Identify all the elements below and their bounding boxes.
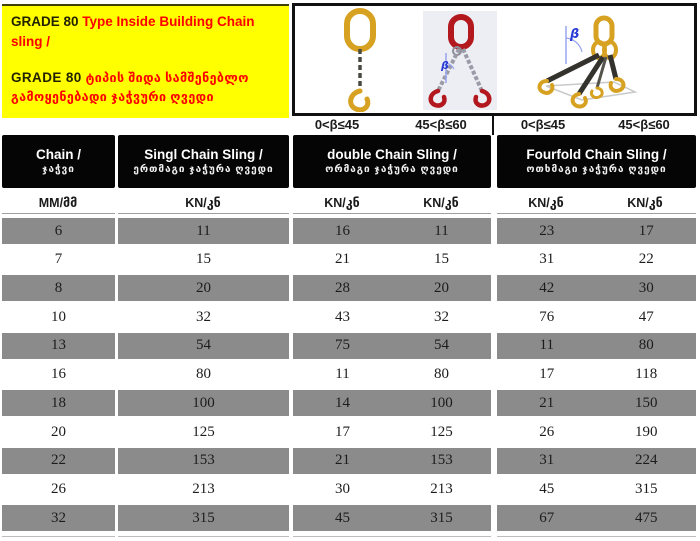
cell-value: 315 xyxy=(192,509,215,526)
cell-value: 22 xyxy=(638,251,654,268)
cell-value: 30 xyxy=(335,481,350,498)
row-bar xyxy=(293,362,491,388)
cell-value: 13 xyxy=(51,337,66,354)
row-bar xyxy=(497,419,696,445)
bottom-rule xyxy=(497,536,696,537)
cell-value: 26 xyxy=(51,481,66,498)
cell-value: 80 xyxy=(434,366,449,383)
svg-text:β: β xyxy=(441,59,449,72)
cell-value: 47 xyxy=(638,308,654,325)
title-ka-grade: GRADE 80 xyxy=(11,70,82,85)
cell-value: 153 xyxy=(192,452,215,469)
cell-value: 67 xyxy=(539,509,555,526)
cell-value: 213 xyxy=(430,481,453,498)
header-fourfold-sling xyxy=(497,135,696,188)
bottom-rule xyxy=(293,536,491,537)
title-en-grade: GRADE 80 xyxy=(11,14,79,29)
cell-value: 28 xyxy=(335,279,350,296)
row-bar xyxy=(293,477,491,503)
cell-value: 7 xyxy=(54,251,63,268)
header-single-sling xyxy=(118,135,289,188)
cell-value: 100 xyxy=(430,394,453,411)
row-bar xyxy=(293,247,491,273)
cell-value: 315 xyxy=(635,481,658,498)
cell-value: 14 xyxy=(335,394,350,411)
row-bar xyxy=(118,218,289,244)
cell-value: 42 xyxy=(539,279,555,296)
cell-value: 17 xyxy=(638,222,654,239)
cell-value: 150 xyxy=(635,394,658,411)
beta-label-3: 0<β≤45 xyxy=(520,117,566,132)
row-bar xyxy=(2,304,115,330)
cell-value: 21 xyxy=(335,251,350,268)
cell-value: 118 xyxy=(635,366,658,383)
row-bar xyxy=(2,218,115,244)
table-row xyxy=(0,447,700,476)
cell-value: 153 xyxy=(430,452,453,469)
cell-value: 31 xyxy=(539,452,555,469)
cell-value: 23 xyxy=(539,222,555,239)
row-bar xyxy=(2,362,115,388)
header-double-sling-ka: ორმაგი ჯაჭურა ღვედი xyxy=(325,164,459,175)
cell-value: 18 xyxy=(51,394,66,411)
row-bar xyxy=(118,477,289,503)
title-ka-text: ტიპის შიდა სამშენებლო გამოყენებადი ჯაჭვური ღვედი xyxy=(11,71,249,104)
cell-value: 32 xyxy=(434,308,449,325)
header-fourfold-sling-en: Fourfold Chain Sling / xyxy=(526,147,667,162)
header-single-sling-en: Singl Chain Sling / xyxy=(144,147,263,162)
table-row xyxy=(0,332,700,361)
cell-value: 17 xyxy=(335,423,350,440)
row-bar xyxy=(293,333,491,359)
title-en-text: Type Inside Building Chain sling / xyxy=(11,14,255,49)
cell-value: 80 xyxy=(196,366,211,383)
cell-value: 15 xyxy=(434,251,449,268)
title-ka xyxy=(11,68,280,107)
units-rule xyxy=(2,213,115,214)
row-bar xyxy=(293,218,491,244)
cell-value: 76 xyxy=(539,308,555,325)
row-bar xyxy=(497,448,696,474)
row-bar xyxy=(2,419,115,445)
beta-label-2: 45<β≤60 xyxy=(415,117,467,132)
cell-value: 11 xyxy=(434,222,449,239)
cell-value: 11 xyxy=(196,222,211,239)
header-chain-en: Chain / xyxy=(35,147,81,162)
cell-value: 30 xyxy=(638,279,654,296)
cell-value: 315 xyxy=(430,509,453,526)
header-double-sling-en: double Chain Sling / xyxy=(327,147,457,162)
cell-value: 16 xyxy=(51,366,66,383)
svg-text:β: β xyxy=(570,27,580,42)
cell-value: 26 xyxy=(539,423,555,440)
unit-kn-2: KN/კნ xyxy=(324,196,360,210)
cell-value: 8 xyxy=(54,279,63,296)
units-rule xyxy=(497,213,696,214)
header-double-sling xyxy=(293,135,491,188)
row-bar xyxy=(2,247,115,273)
cell-value: 190 xyxy=(635,423,658,440)
table-row xyxy=(0,418,700,447)
bottom-rule xyxy=(118,536,289,537)
cell-value: 75 xyxy=(335,337,350,354)
table-row xyxy=(0,476,700,505)
unit-kn-3: KN/კნ xyxy=(423,196,459,210)
cell-value: 11 xyxy=(539,337,554,354)
table-row xyxy=(0,246,700,275)
unit-kn-5: KN/კნ xyxy=(627,196,663,210)
row-bar xyxy=(118,247,289,273)
row-bar xyxy=(497,275,696,301)
cell-value: 16 xyxy=(335,222,350,239)
unit-kn-4: KN/კნ xyxy=(528,196,564,210)
cell-value: 10 xyxy=(51,308,66,325)
row-bar xyxy=(118,390,289,416)
table-body xyxy=(0,217,700,533)
cell-value: 125 xyxy=(430,423,453,440)
row-bar xyxy=(497,477,696,503)
row-bar xyxy=(497,390,696,416)
cell-value: 32 xyxy=(51,509,66,526)
cell-value: 31 xyxy=(539,251,555,268)
row-bar xyxy=(497,247,696,273)
cell-value: 20 xyxy=(434,279,449,296)
table-row xyxy=(0,274,700,303)
row-bar xyxy=(118,362,289,388)
row-bar xyxy=(118,304,289,330)
fourfold-chain-sling-image xyxy=(520,10,692,112)
cell-value: 6 xyxy=(54,222,63,239)
row-bar xyxy=(2,333,115,359)
row-bar xyxy=(2,448,115,474)
units-rule xyxy=(118,213,289,214)
cell-value: 15 xyxy=(196,251,211,268)
unit-kn-1: KN/კნ xyxy=(185,196,221,210)
cell-value: 54 xyxy=(196,337,211,354)
beta-divider-line xyxy=(492,115,494,135)
cell-value: 45 xyxy=(539,481,555,498)
row-bar xyxy=(293,505,491,531)
beta-label-1: 0<β≤45 xyxy=(314,117,360,132)
row-bar xyxy=(497,333,696,359)
unit-mm: MM/მმ xyxy=(38,196,78,210)
cell-value: 17 xyxy=(539,366,555,383)
sling-diagram-box xyxy=(292,3,697,116)
row-bar xyxy=(293,419,491,445)
cell-value: 43 xyxy=(335,308,350,325)
title-en xyxy=(11,12,280,52)
title-box xyxy=(2,4,289,118)
cell-value: 11 xyxy=(335,366,350,383)
cell-value: 32 xyxy=(196,308,211,325)
row-bar xyxy=(2,275,115,301)
double-chain-sling-image xyxy=(423,11,497,110)
row-bar xyxy=(118,448,289,474)
bottom-rule xyxy=(2,536,115,537)
row-bar xyxy=(293,390,491,416)
header-single-sling-ka: ერთმაგი ჯაჭურა ღვედი xyxy=(133,164,274,175)
row-bar xyxy=(2,477,115,503)
cell-value: 20 xyxy=(51,423,66,440)
units-rule xyxy=(293,213,491,214)
row-bar xyxy=(497,304,696,330)
table-row xyxy=(0,361,700,390)
cell-value: 22 xyxy=(51,452,66,469)
cell-value: 100 xyxy=(192,394,215,411)
header-chain-ka: ჯაჭვი xyxy=(42,164,75,175)
row-bar xyxy=(118,505,289,531)
cell-value: 20 xyxy=(196,279,211,296)
table-row xyxy=(0,504,700,533)
row-bar xyxy=(118,333,289,359)
cell-value: 45 xyxy=(335,509,350,526)
row-bar xyxy=(118,419,289,445)
header-fourfold-sling-ka: ოთხმაგი ჯაჭურა ღვედი xyxy=(526,164,667,175)
table-row xyxy=(0,303,700,332)
cell-value: 21 xyxy=(539,394,555,411)
cell-value: 224 xyxy=(635,452,658,469)
row-bar xyxy=(497,218,696,244)
row-bar xyxy=(293,275,491,301)
row-bar xyxy=(293,304,491,330)
table-row xyxy=(0,217,700,246)
row-bar xyxy=(118,275,289,301)
single-chain-sling-image xyxy=(313,8,405,112)
cell-value: 475 xyxy=(635,509,658,526)
cell-value: 125 xyxy=(192,423,215,440)
header-chain xyxy=(2,135,115,188)
cell-value: 54 xyxy=(434,337,449,354)
row-bar xyxy=(497,505,696,531)
row-bar xyxy=(497,362,696,388)
row-bar xyxy=(2,390,115,416)
cell-value: 213 xyxy=(192,481,215,498)
cell-value: 21 xyxy=(335,452,350,469)
row-bar xyxy=(2,505,115,531)
cell-value: 80 xyxy=(638,337,654,354)
table-row xyxy=(0,389,700,418)
row-bar xyxy=(293,448,491,474)
beta-label-4: 45<β≤60 xyxy=(618,117,670,132)
